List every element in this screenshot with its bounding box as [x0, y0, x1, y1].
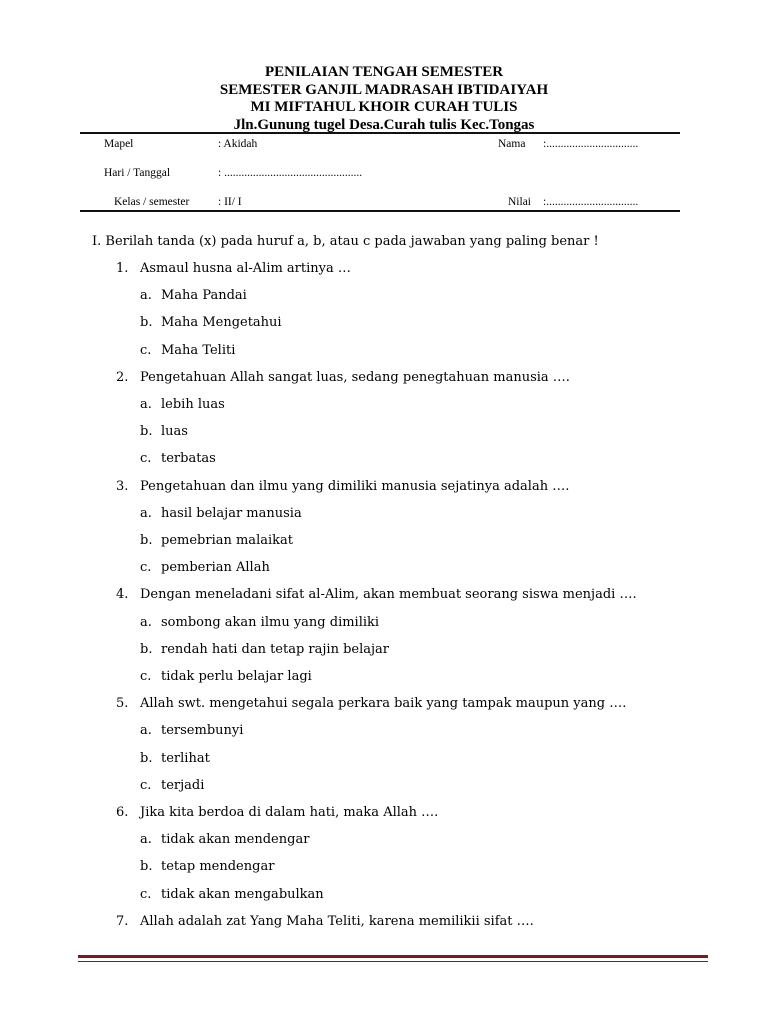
question-text: Asmaul husna al-Alim artinya … — [140, 261, 351, 276]
question-number: 3. — [116, 478, 129, 494]
option-text: tetap mendengar — [161, 859, 275, 875]
header-title: PENILAIAN TENGAH SEMESTER — [264, 64, 504, 80]
option-label[interactable]: b. — [140, 641, 153, 657]
question-text: Allah adalah zat Yang Maha Teliti, karena memilikii sifat …. — [140, 913, 534, 929]
question-number: 7. — [116, 913, 129, 929]
option-text: pemberian Allah — [161, 560, 270, 576]
question-text: Pengetahuan Allah sangat luas, sedang penegtahuan manusia …. — [140, 369, 570, 385]
option-label[interactable]: c. — [140, 669, 152, 684]
option-text: terjadi — [161, 777, 205, 793]
option-text: sombong akan ilmu yang dimiliki — [161, 614, 380, 630]
option-label[interactable]: c. — [140, 777, 152, 793]
nilai-label: Nilai — [508, 196, 531, 208]
option-text: rendah hati dan tetap rajin belajar — [161, 641, 389, 657]
question-text: Jika kita berdoa di dalam hati, maka Allah …. — [140, 805, 439, 820]
option-text: terbatas — [161, 451, 216, 467]
option-label[interactable]: a. — [140, 614, 152, 630]
footer-rule — [78, 955, 708, 958]
hari-tanggal-field[interactable]: : ................................................ — [218, 167, 363, 179]
option-text: lebih luas — [161, 397, 225, 412]
option-text: hasil belajar manusia — [161, 505, 302, 521]
option-text: Maha Teliti — [161, 342, 236, 358]
option-label[interactable]: a. — [140, 505, 152, 521]
option-label[interactable]: a. — [140, 723, 152, 739]
instruction-text: I. Berilah tanda (x) pada huruf a, b, atau c pada jawaban yang paling benar ! — [92, 234, 599, 249]
option-label[interactable]: b. — [140, 315, 153, 331]
option-text: Maha Pandai — [161, 288, 247, 304]
option-label[interactable]: a. — [140, 288, 152, 304]
hari-tanggal-label: Hari / Tanggal — [104, 167, 171, 179]
question-number: 1. — [116, 261, 129, 276]
option-text: tidak perlu belajar lagi — [161, 669, 312, 684]
nama-label: Nama — [498, 138, 526, 150]
option-label[interactable]: b. — [140, 533, 153, 548]
kelas-semester-value: : II/ I — [218, 196, 242, 208]
nama-field[interactable]: :................................ — [543, 138, 639, 150]
question-text: Dengan meneladani sifat al-Alim, akan membuat seorang siswa menjadi …. — [140, 587, 637, 603]
question-number: 5. — [116, 696, 129, 712]
option-label[interactable]: c. — [140, 451, 152, 467]
header-subtitle: SEMESTER GANJIL MADRASAH IBTIDAIYAH — [219, 81, 549, 98]
mapel-value: : Akidah — [218, 138, 258, 150]
exam-header — [0, 64, 768, 134]
option-text: tersembunyi — [161, 723, 244, 739]
header-school: MI MIFTAHUL KHOIR CURAH TULIS — [250, 99, 518, 115]
option-label[interactable]: a. — [140, 832, 152, 848]
option-text: luas — [161, 424, 188, 440]
question-number: 6. — [116, 805, 129, 820]
option-text: pemebrian malaikat — [161, 533, 293, 548]
option-text: tidak akan mendengar — [161, 832, 310, 848]
mapel-label: Mapel — [104, 138, 134, 150]
option-label[interactable]: b. — [140, 750, 153, 766]
question-text: Allah swt. mengetahui segala perkara baik yang tampak maupun yang …. — [140, 696, 627, 712]
question-number: 4. — [116, 587, 129, 603]
option-label[interactable]: c. — [140, 560, 152, 576]
option-label[interactable]: c. — [140, 342, 152, 358]
option-text: Maha Mengetahui — [161, 315, 282, 331]
header-address: Jln.Gunung tugel Desa.Curah tulis Kec.Tongas — [233, 116, 535, 133]
kelas-semester-label: Kelas / semester — [114, 196, 190, 208]
footer-rule-thin — [78, 961, 708, 962]
option-label[interactable]: b. — [140, 424, 153, 440]
option-text: terlihat — [161, 750, 210, 766]
option-label[interactable]: c. — [140, 886, 152, 902]
question-number: 2. — [116, 369, 129, 385]
nilai-field[interactable]: :................................ — [543, 196, 639, 208]
option-label[interactable]: b. — [140, 859, 153, 875]
question-text: Pengetahuan dan ilmu yang dimiliki manusia sejatinya adalah …. — [140, 478, 570, 494]
header-bottom-rule — [80, 210, 680, 212]
option-text: tidak akan mengabulkan — [161, 886, 324, 902]
option-label[interactable]: a. — [140, 397, 152, 412]
header-top-rule — [80, 132, 680, 134]
